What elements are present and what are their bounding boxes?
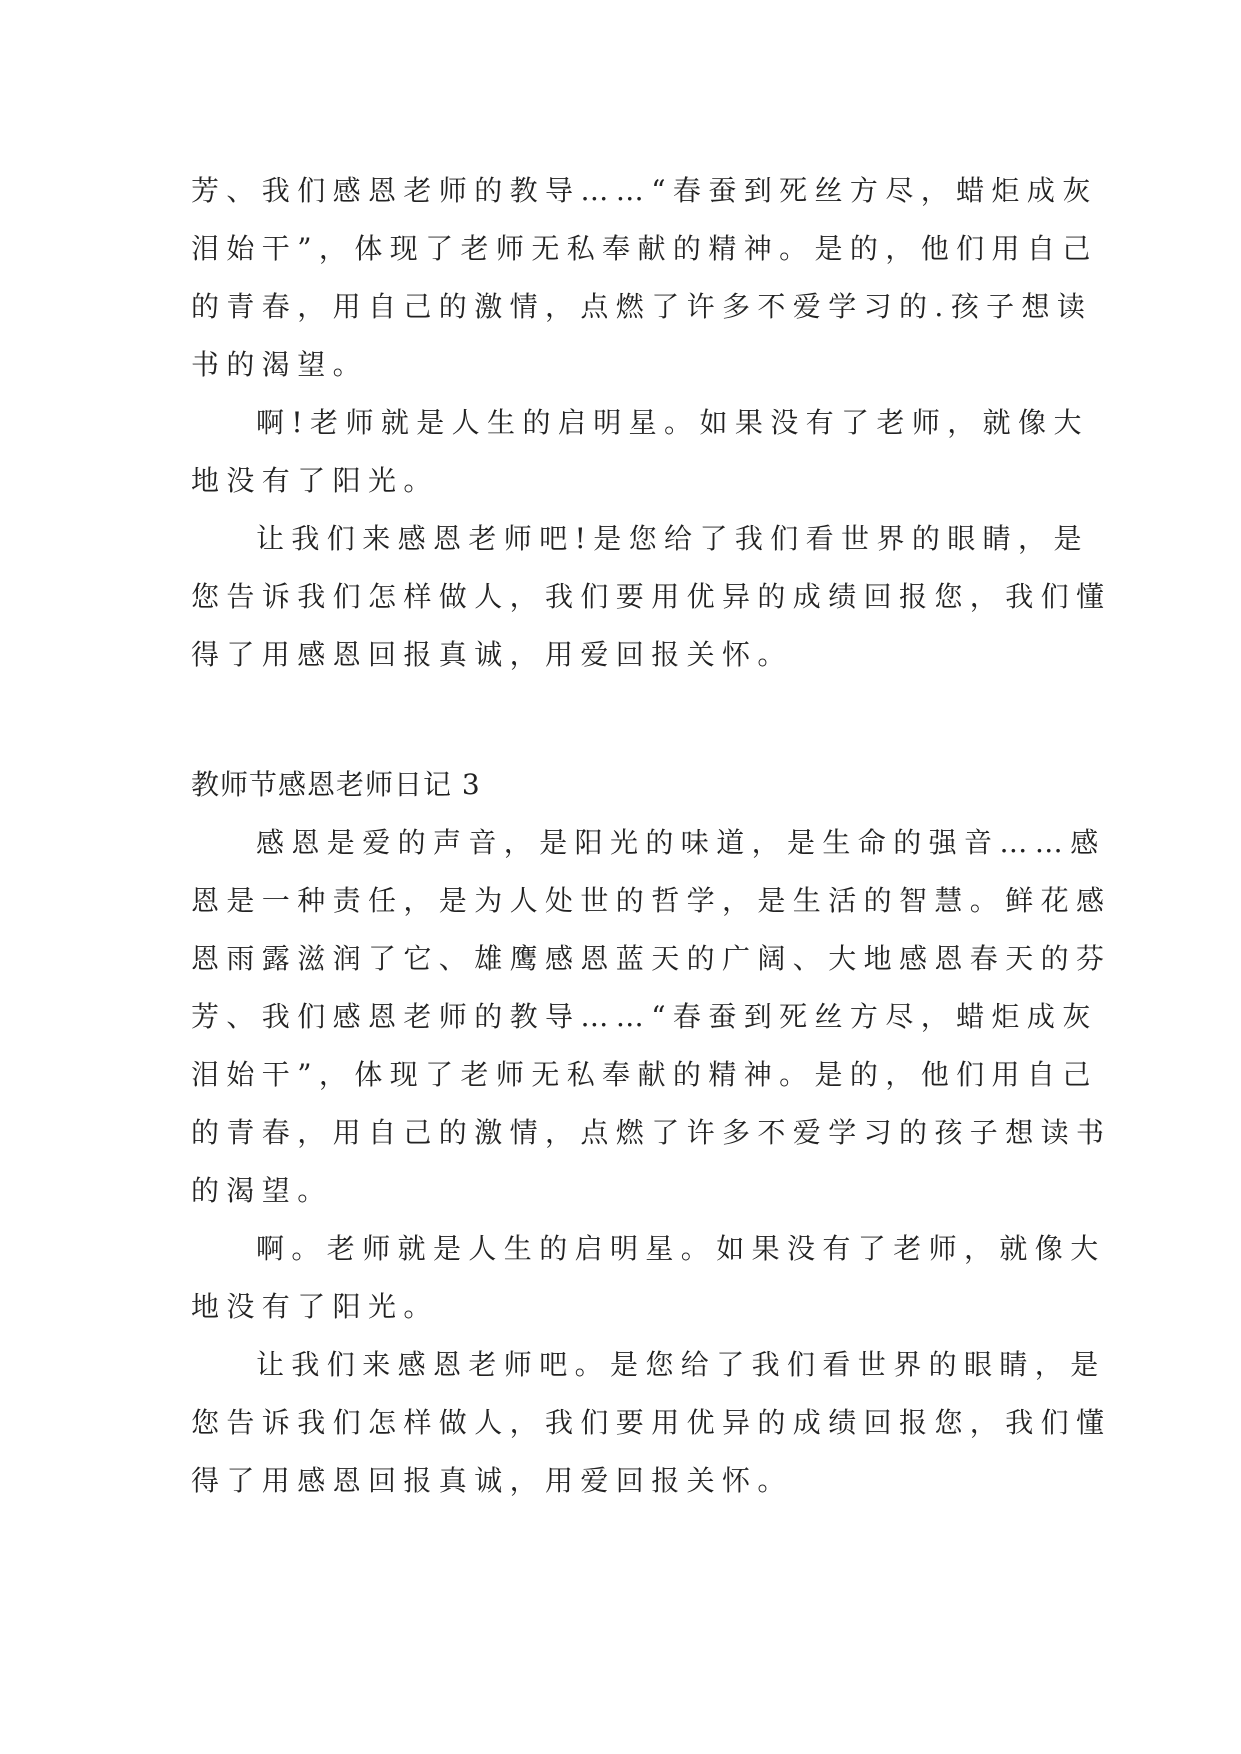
section-heading: 教师节感恩老师日记 3 <box>191 768 481 801</box>
text-line: 啊。老师就是人生的启明星。如果没有了老师，就像大 <box>256 1232 1106 1265</box>
text-line: 恩雨露滋润了它、雄鹰感恩蓝天的广阔、大地感恩春天的芬 <box>191 942 1112 975</box>
text-line: 芳、我们感恩老师的教导……“春蚕到死丝方尽，蜡炬成灰 <box>191 1000 1098 1033</box>
document-body <box>191 162 1112 1510</box>
text-line: 泪始干”，体现了老师无私奉献的精神。是的，他们用自己 <box>191 1058 1098 1091</box>
text-line: 芳、我们感恩老师的教导……“春蚕到死丝方尽，蜡炬成灰 <box>191 174 1098 207</box>
text-line: 感恩是爱的声音，是阳光的味道，是生命的强音……感 <box>256 826 1106 859</box>
text-line: 您告诉我们怎样做人，我们要用优异的成绩回报您，我们懂 <box>191 580 1112 613</box>
text-line: 啊!老师就是人生的启明星。如果没有了老师，就像大 <box>256 406 1089 439</box>
section-gap <box>191 684 1053 756</box>
text-line: 地没有了阳光。 <box>191 464 439 497</box>
paragraph <box>191 1220 1106 1336</box>
paragraph <box>191 510 1112 684</box>
text-line: 泪始干”，体现了老师无私奉献的精神。是的，他们用自己 <box>191 232 1098 265</box>
paragraph-continued <box>191 162 1098 394</box>
text-line: 得了用感恩回报真诚，用爱回报关怀。 <box>191 1464 793 1497</box>
text-line: 地没有了阳光。 <box>191 1290 439 1323</box>
text-line: 的青春，用自己的激情，点燃了许多不爱学习的孩子想读书 <box>191 1116 1112 1149</box>
text-line: 的渴望。 <box>191 1174 333 1207</box>
paragraph <box>191 1336 1112 1510</box>
paragraph <box>191 814 1112 1220</box>
text-line: 得了用感恩回报真诚，用爱回报关怀。 <box>191 638 793 671</box>
text-line: 的青春，用自己的激情，点燃了许多不爱学习的.孩子想读 <box>191 290 1093 323</box>
text-line: 让我们来感恩老师吧!是您给了我们看世界的眼睛，是 <box>256 522 1089 555</box>
text-line: 让我们来感恩老师吧。是您给了我们看世界的眼睛，是 <box>256 1348 1106 1381</box>
text-line: 恩是一种责任，是为人处世的哲学，是生活的智慧。鲜花感 <box>191 884 1112 917</box>
text-line: 书的渴望。 <box>191 348 369 381</box>
paragraph <box>191 394 1089 510</box>
text-line: 您告诉我们怎样做人，我们要用优异的成绩回报您，我们懂 <box>191 1406 1112 1439</box>
